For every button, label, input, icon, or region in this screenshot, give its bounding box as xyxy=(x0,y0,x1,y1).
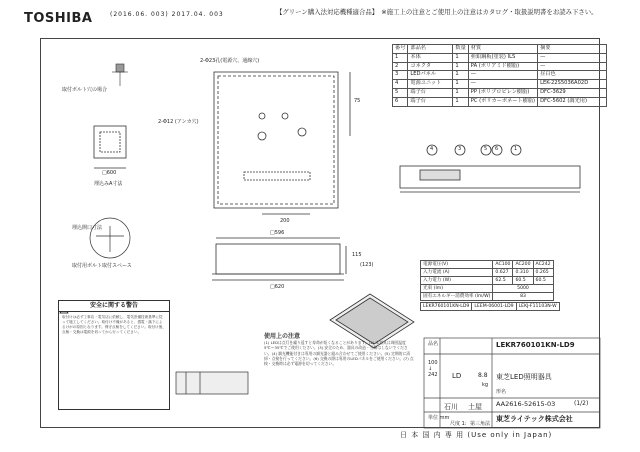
detail-c-label: 埋込みA寸法 xyxy=(94,181,123,187)
bolt-install-icon xyxy=(176,372,248,394)
dim-200-label: 200 xyxy=(280,218,290,224)
cell: 60.5 xyxy=(513,277,533,285)
cell: 2 xyxy=(393,62,408,71)
dim-596-label: □596 xyxy=(270,230,285,236)
cell: 5 xyxy=(393,88,408,97)
top-view-drawing xyxy=(214,72,350,214)
cell: 1 xyxy=(453,80,468,89)
title-weight: 8.8 xyxy=(478,372,488,379)
callout-4: 4 xyxy=(430,146,434,152)
hole-b-label: 2-Φ12 (アンカ穴) xyxy=(158,119,199,125)
cell: 3 xyxy=(393,71,408,80)
callout-3: 3 xyxy=(458,146,462,152)
model-row-table xyxy=(420,302,560,311)
hole-a-label: 2-Φ23孔(電源穴、通線穴) xyxy=(200,58,260,64)
detail-e-label: 取付用ボルト取付スペース xyxy=(72,263,132,269)
cell: 1 xyxy=(453,53,468,62)
toshiba-logo: TOSHIBA xyxy=(24,11,93,26)
parts-header: 摘要 xyxy=(538,45,607,54)
cell: PC (ポリカーボネート樹脂) xyxy=(468,97,537,106)
title-page: (1/2) xyxy=(574,400,589,407)
cell: 4 xyxy=(393,80,408,89)
cell: — xyxy=(468,71,537,80)
notes-text: (1) LEDは点灯を繰り返すと寿命が短くなることがあります。(2) 本器具は周囲温度5℃〜35℃でご使用ください。(3) 安全のため、器具の改造・分解はしないでください。(4) 調光機能付きは専用の調光器と組み合わせてご使用ください。(5) 定期的に清掃・点検を行ってください。(6) 交換の際は専用のLEDパネルをご使用ください。(7) 点検・交換時は必ず電源を切ってください。 xyxy=(264,340,414,367)
cell: 1 xyxy=(393,53,408,62)
opening-detail-icon xyxy=(94,126,126,168)
side-view-drawing xyxy=(212,238,346,280)
cell: LEEM-06001-LD9 xyxy=(472,303,516,311)
detail-b-label: □600 xyxy=(102,170,117,176)
callout-5: 5 xyxy=(484,146,488,152)
title-person1: 石川 xyxy=(444,403,458,411)
cell: 本体 xyxy=(408,53,453,62)
warning-title: 安全に関する警告 xyxy=(59,301,169,312)
dim-75-label: 75 xyxy=(354,98,361,104)
table-row xyxy=(421,285,554,293)
cell: DFC-5602 (調光用) xyxy=(538,97,607,106)
title-drawing-no: AA2616-52615-03 xyxy=(496,400,556,408)
safety-warning-box xyxy=(58,300,170,410)
spec-header: AC242 xyxy=(533,261,553,269)
cell: LEDパネル xyxy=(408,71,453,80)
parts-header: 番号 xyxy=(393,45,408,54)
cell: 5000 xyxy=(493,285,553,293)
footer-note: 日 本 国 内 専 用 (Use only in Japan) xyxy=(400,431,553,439)
cell: 1 xyxy=(453,88,468,97)
table-row xyxy=(421,277,554,285)
dim-620-label: □620 xyxy=(270,284,285,290)
cell: 0.265 xyxy=(533,269,553,277)
warning-text: 取付けは必ず工事店・電気店に依頼し、電気設備技術基準に従って施工してください。取付け不備があると、感電・落下によるけがの原因となります。保守点検をしてください。取付け後、点検・交換は電源を切ってから行ってください。 xyxy=(62,315,166,334)
cell: 0.627 xyxy=(493,269,513,277)
spec-header-row xyxy=(421,261,554,269)
parts-header: 材質 xyxy=(468,45,537,54)
detail-d-label: 埋込開口寸法 xyxy=(72,225,103,231)
cell: 入力電流 (A) xyxy=(421,269,493,277)
label-a: 品名 xyxy=(428,341,439,347)
cell: — xyxy=(468,80,537,89)
cell: 83 xyxy=(493,293,553,301)
notes-title: 使用上の注意 xyxy=(264,333,301,340)
parts-header: 部品名 xyxy=(408,45,453,54)
parts-header: 数量 xyxy=(453,45,468,54)
cell: 電源ユニット xyxy=(408,80,453,89)
callout-6: 6 xyxy=(495,146,499,152)
cell: 6 xyxy=(393,97,408,106)
cell: コネクタ xyxy=(408,62,453,71)
cell: 亜鉛鋼板(塗装) ILS xyxy=(468,53,537,62)
table-row xyxy=(421,269,554,277)
spec-table xyxy=(420,260,554,301)
spec-header: AC100 xyxy=(493,261,513,269)
cell: 光束 (lm) xyxy=(421,285,493,293)
cell: PP (ポリプロピレン樹脂) xyxy=(468,88,537,97)
table-row xyxy=(421,303,560,311)
title-model: LEKR760101KN-LD9 xyxy=(496,341,575,349)
cell: LEK-22S5036A02D xyxy=(538,80,607,89)
cell: 1 xyxy=(453,71,468,80)
usage-notes xyxy=(264,334,414,366)
cell: 62.5 xyxy=(493,277,513,285)
title-ld: LD xyxy=(452,372,462,380)
cell: — xyxy=(538,53,607,62)
title-kg: kg xyxy=(482,382,489,388)
cell: 入力電力 (W) xyxy=(421,277,493,285)
cell: LEKR760101KN-LD9 xyxy=(421,303,472,311)
cell: 昼白色 xyxy=(538,71,607,80)
cell: PA (ポリアミド樹脂) xyxy=(468,62,537,71)
cell: 1 xyxy=(453,97,468,106)
cell: 固有エネルギー消費効率 (lm/W) xyxy=(421,293,493,301)
cell: 0.310 xyxy=(513,269,533,277)
cell: 端子台 xyxy=(408,88,453,97)
title-unit: 単位 mm xyxy=(428,415,450,421)
spec-header: 電源電圧(V) xyxy=(421,261,493,269)
cell: DFC-3629 xyxy=(538,88,607,97)
dim-123-label: (123) xyxy=(360,262,374,268)
section-view-drawing xyxy=(400,145,580,192)
title-person2: 土屋 xyxy=(468,403,482,411)
title-name: 東芝LED照明器具 xyxy=(496,373,552,381)
title-scale: 尺度 1: xyxy=(450,421,467,427)
cell: LEKJ-F11103N-W xyxy=(516,303,559,311)
title-voltage: 100 ↓ 242 xyxy=(428,360,438,378)
spec-header: AC200 xyxy=(513,261,533,269)
cell: 端子台 xyxy=(408,97,453,106)
title-company: 東芝ライテック株式会社 xyxy=(496,415,573,423)
callout-1: 1 xyxy=(514,146,518,152)
bolt-detail-icon xyxy=(112,64,128,86)
dim-115-label: 115 xyxy=(352,252,362,258)
cell: — xyxy=(538,62,607,71)
cell: 1 xyxy=(453,62,468,71)
revision-dates: (2016.06. 003) 2017.04. 003 xyxy=(110,11,224,18)
detail-a-label: 取付ボルト穴の場合 xyxy=(62,87,108,93)
header-notice: 【グリーン購入法対応機種適合品】 ※施工上の注意とご使用上の注意はカタログ・取扱説明書をお読み下さい。 xyxy=(276,8,598,16)
label-b: 形名 xyxy=(496,389,507,395)
table-row xyxy=(421,293,554,301)
cell: 60.5 xyxy=(533,277,553,285)
title-angle: 第三角法 xyxy=(470,421,491,427)
